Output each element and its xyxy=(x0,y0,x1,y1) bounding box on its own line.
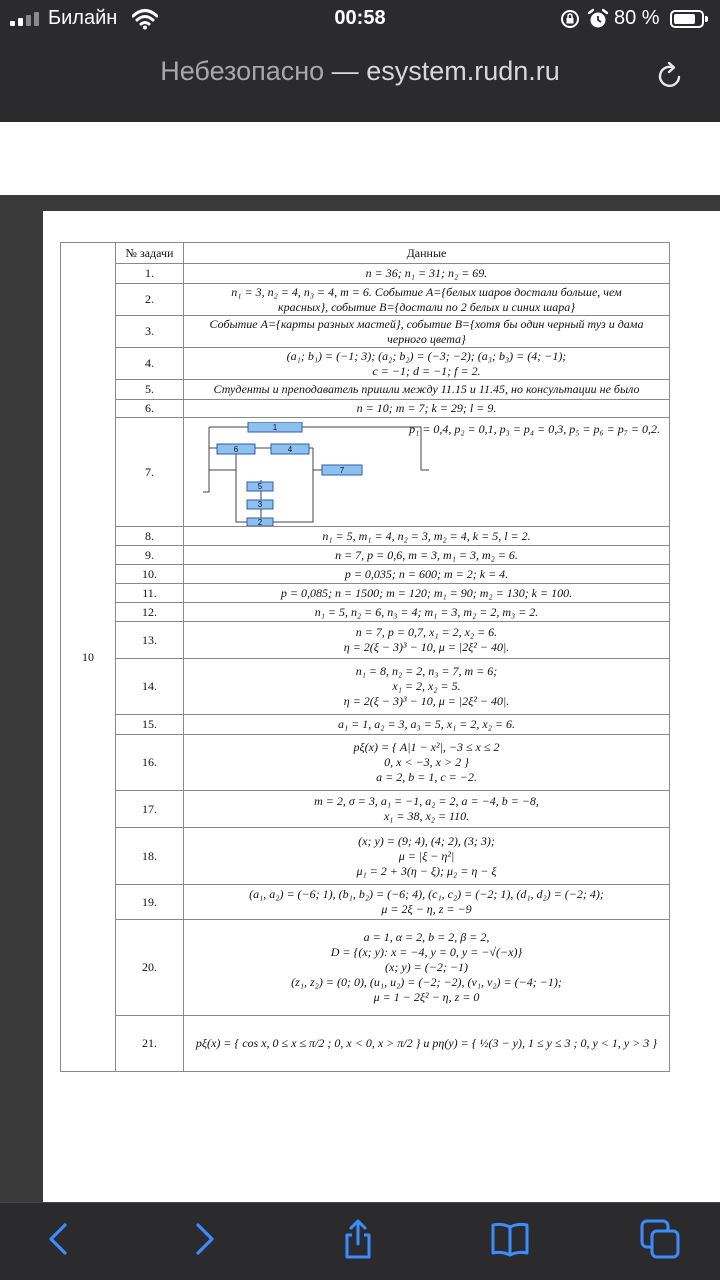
table-row xyxy=(61,828,670,885)
task-data xyxy=(184,546,670,565)
formula-line: 0, x < −3, x > 2 } xyxy=(384,755,469,769)
scheme-label: 4 xyxy=(287,445,293,454)
task-number: 9. xyxy=(116,546,184,565)
table-row xyxy=(61,284,670,316)
screen-lock-icon xyxy=(560,9,580,29)
formula-line: μ = 1 − 2ξ² − η, z = 0 xyxy=(373,990,480,1004)
document-page xyxy=(43,211,720,1202)
table-row xyxy=(61,622,670,659)
task-number: 12. xyxy=(116,603,184,622)
task-number: 14. xyxy=(116,659,184,715)
formula-line: μ = |ξ − η²| xyxy=(398,848,455,863)
back-icon[interactable] xyxy=(37,1217,81,1261)
formula-line: η = 2(ξ − 3)³ − 10, μ = |2ξ² − 40|. xyxy=(343,640,510,654)
formula-line: a = 2, b = 1, c = −2. xyxy=(376,770,477,784)
formula-line: черного цвета} xyxy=(387,331,466,346)
table-row xyxy=(61,264,670,284)
table-row xyxy=(61,584,670,603)
table-row xyxy=(61,418,670,527)
formula-line: x₁ = 2, x₂ = 5. xyxy=(392,679,461,693)
task-number: 15. xyxy=(116,715,184,735)
task-number: 18. xyxy=(116,828,184,885)
formula-line: Студенты и преподаватель пришли между 11.15 и 11.45, но консультации не было xyxy=(213,382,640,396)
table-row xyxy=(61,603,670,622)
formula-line: n = 7, p = 0,6, m = 3, m₁ = 3, m₂ = 6. xyxy=(335,547,518,562)
task-number: 13. xyxy=(116,622,184,659)
scheme-label: 6 xyxy=(233,445,239,454)
task-data xyxy=(184,316,670,348)
task-number: 17. xyxy=(116,791,184,828)
table-row xyxy=(61,715,670,735)
formula-line: a = 1, α = 2, b = 2, β = 2, xyxy=(363,930,490,944)
formula-line: n₁ = 5, m₁ = 4, n₂ = 3, m₂ = 4, k = 5, l = 2. xyxy=(322,528,531,543)
formula-line: n = 10; m = 7; k = 29; l = 9. xyxy=(356,401,497,415)
page-viewport[interactable] xyxy=(0,122,720,1202)
table-row xyxy=(61,659,670,715)
task-table xyxy=(60,242,670,1072)
table-row xyxy=(61,400,670,418)
header-data: Данные xyxy=(184,243,670,264)
formula-line: D = {(x; y): x = −4, y = 0, y = −√(−x)} xyxy=(330,945,523,959)
task-number: 10. xyxy=(116,565,184,584)
task-data xyxy=(184,584,670,603)
formula-line: c = −1; d = −1; f = 2. xyxy=(372,363,481,378)
url-separator: — xyxy=(324,56,367,86)
task-data xyxy=(184,284,670,316)
task-data xyxy=(184,400,670,418)
task-number: 8. xyxy=(116,527,184,546)
browser-toolbar xyxy=(0,1202,720,1280)
task-data xyxy=(184,527,670,546)
battery-level xyxy=(674,14,695,24)
clock: 00:58 xyxy=(334,7,386,29)
task-number: 6. xyxy=(116,400,184,418)
formula-line: η = 2(ξ − 3)³ − 10, μ = |2ξ² − 40|. xyxy=(343,694,510,708)
task-data xyxy=(184,659,670,715)
task-number: 20. xyxy=(116,920,184,1016)
table-row xyxy=(61,1016,670,1072)
formula-line: (x; y) = (9; 4), (4; 2), (3; 3); xyxy=(358,833,495,848)
table-row xyxy=(61,316,670,348)
formula-line: (a₁, a₂) = (−6; 1), (b₁, b₂) = (−6; 4), (c₁, c₂) = (−2; 1), (d₁, d₂) = (−2; 4); xyxy=(249,887,604,901)
task-data xyxy=(184,264,670,284)
share-icon[interactable] xyxy=(336,1217,380,1261)
task-number: 19. xyxy=(116,885,184,920)
scheme-label: 2 xyxy=(257,518,263,526)
variant-cell: 10 xyxy=(61,243,116,1072)
forward-icon[interactable] xyxy=(182,1217,226,1261)
table-row xyxy=(61,527,670,546)
task-number: 7. xyxy=(116,418,184,527)
task-data xyxy=(184,380,670,400)
task-data xyxy=(184,715,670,735)
header-num: № задачи xyxy=(116,243,184,264)
table-row xyxy=(61,565,670,584)
task-data xyxy=(184,735,670,791)
tabs-icon[interactable] xyxy=(638,1217,682,1261)
circuit-diagram xyxy=(201,422,431,526)
formula-line: p = 0,085; n = 1500; m = 120; m₁ = 90; m₂ = 130; k = 100. xyxy=(280,585,573,600)
status-bar xyxy=(0,0,720,40)
task-data xyxy=(184,920,670,1016)
task-data xyxy=(184,348,670,380)
task-number: 11. xyxy=(116,584,184,603)
url-field[interactable] xyxy=(0,56,720,87)
scheme-label: 5 xyxy=(257,482,263,491)
task-number: 4. xyxy=(116,348,184,380)
reliability-scheme xyxy=(187,418,666,526)
reload-icon[interactable] xyxy=(654,60,686,92)
table-row xyxy=(61,885,670,920)
task-data xyxy=(184,603,670,622)
task-number: 1. xyxy=(116,264,184,284)
formula-line: p = 0,035; n = 600; m = 2; k = 4. xyxy=(344,566,509,581)
task-data xyxy=(184,622,670,659)
table-row xyxy=(61,546,670,565)
scheme-label: 3 xyxy=(257,500,263,509)
formula-line: μ₁ = 2 + 3(η − ξ); μ₂ = η − ξ xyxy=(356,863,497,878)
formula-line: pξ(x) = { cos x, 0 ≤ x ≤ π/2 ; 0, x < 0, x > π/2 } и pη(y) = { ½(3 − y), 1 ≤ y ≤ 3 ; 0, y < 1, y > 3 } xyxy=(195,1036,658,1050)
task-number: 16. xyxy=(116,735,184,791)
scheme-probabilities: p₁ = 0,4, p₂ = 0,1, p₃ = p₄ = 0,3, p₅ = p₆ = p₇ = 0,2. xyxy=(409,422,660,436)
task-number: 5. xyxy=(116,380,184,400)
address-bar[interactable] xyxy=(0,40,720,122)
table-row xyxy=(61,348,670,380)
previous-page-fragment xyxy=(0,122,720,195)
table-header-row xyxy=(61,243,670,264)
task-data xyxy=(184,1016,670,1072)
task-data xyxy=(184,418,670,527)
formula-line: n₁ = 5, n₂ = 6, n₃ = 4; m₁ = 3, m₂ = 2, m₃ = 2. xyxy=(314,604,539,619)
formula-line: pξ(x) = { A|1 − x²|, −3 ≤ x ≤ 2 xyxy=(353,740,500,754)
alarm-icon xyxy=(587,8,609,30)
table-row xyxy=(61,791,670,828)
insecure-label: Небезопасно xyxy=(160,56,325,86)
task-data xyxy=(184,828,670,885)
task-data xyxy=(184,791,670,828)
task-number: 2. xyxy=(116,284,184,316)
formula-line: μ = 2ξ − η, z = −9 xyxy=(381,902,472,916)
url-domain: esystem.rudn.ru xyxy=(366,56,560,86)
task-number: 21. xyxy=(116,1016,184,1072)
bookmarks-icon[interactable] xyxy=(488,1217,532,1261)
formula-line: x₁ = 38, x₂ = 110. xyxy=(383,809,470,823)
formula-line: красных}, событие B={достали по 2 белых и синих шара} xyxy=(277,299,576,314)
formula-line: a₁ = 1, a₂ = 3, a₃ = 5, x₁ = 2, x₂ = 6. xyxy=(338,717,515,731)
scheme-label: 1 xyxy=(272,423,278,432)
table-row xyxy=(61,735,670,791)
formula-line: n = 36; n₁ = 31; n₂ = 69. xyxy=(365,266,488,280)
table-row xyxy=(61,380,670,400)
formula-line: (a₁; b₁) = (−1; 3); (a₂; b₂) = (−3; −2); (a₃; b₃) = (4; −1); xyxy=(286,348,567,363)
formula-line: n₁ = 3, n₂ = 4, n₃ = 4, m = 6. Событие A={белых шаров достали больше, чем xyxy=(231,284,622,299)
scheme-label: 7 xyxy=(339,466,345,475)
formula-line: (z₁, z₂) = (0; 0), (u₁, u₂) = (−2; −2), (v₁, v₂) = (−4; −1); xyxy=(291,975,562,989)
formula-line: n₁ = 8, n₂ = 2, n₃ = 7, m = 6; xyxy=(355,664,498,678)
task-data xyxy=(184,885,670,920)
formula-line: n = 7, p = 0,7, x₁ = 2, x₂ = 6. xyxy=(355,625,498,639)
task-data xyxy=(184,565,670,584)
battery-icon xyxy=(670,10,704,28)
formula-line: m = 2, σ = 3, a₁ = −1, a₂ = 2, a = −4, b = −8, xyxy=(314,794,539,808)
table-row xyxy=(61,920,670,1016)
task-number: 3. xyxy=(116,316,184,348)
battery-percent: 80 % xyxy=(614,7,660,29)
formula-line: Событие A={карты разных мастей}, событие B={хотя бы один черный туз и дама xyxy=(209,316,644,331)
carrier-name: Билайн xyxy=(48,7,118,29)
formula-line: (x; y) = (−2; −1) xyxy=(385,960,468,974)
